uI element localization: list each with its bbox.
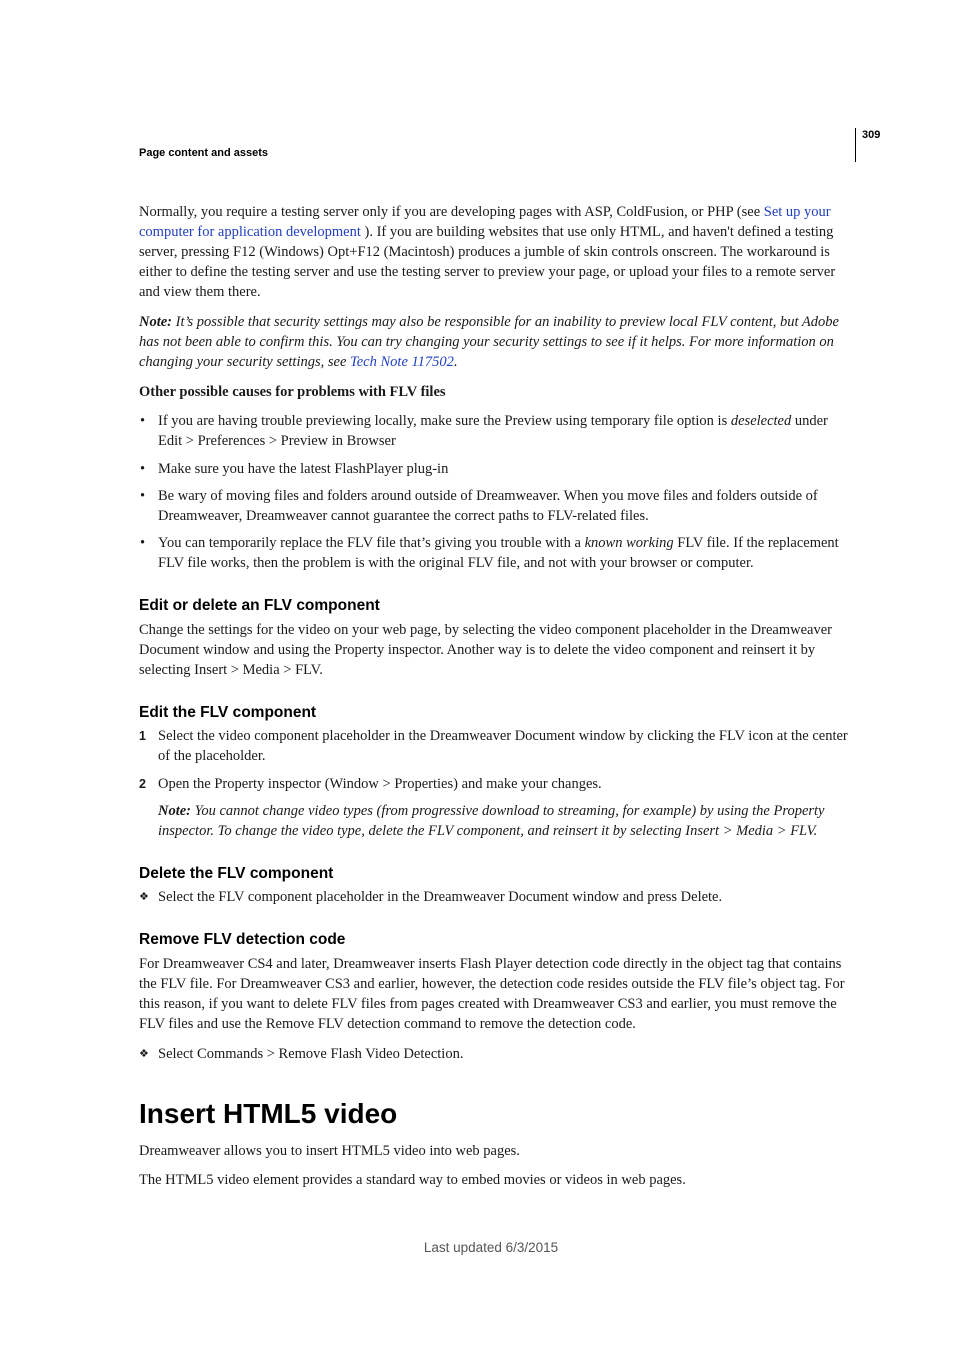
- bullet-marker: •: [140, 413, 146, 429]
- delete-flv-step: [139, 887, 851, 907]
- step-number: 2: [139, 777, 146, 791]
- step-number: 1: [139, 729, 146, 743]
- item-text: Be wary of moving files and folders around outside of Dreamweaver. When you move files and folders outside of Dreamweaver, Dreamweaver cannot guarantee the correct paths to FLV-related files.: [158, 488, 818, 524]
- causes-heading: Other possible causes for problems with FLV files: [139, 384, 446, 400]
- item-emphasis: deselected: [730, 413, 792, 429]
- note-label: Note:: [139, 314, 173, 330]
- note-label: Note:: [158, 803, 192, 819]
- list-item: [139, 486, 851, 526]
- remove-detection-body: For Dreamweaver CS4 and later, Dreamweaver inserts Flash Player detection code directly in the object tag that contains the FLV file. For Dreamweaver CS3 and earlier, however, the detection code resides outside the FLV file’s object tag. For this reason, if you want to delete FLV files from pages created with Dreamweaver CS3 and earlier, you must remove the FLV files and use the Remove FLV detection command to remove the detection code.: [139, 956, 845, 1032]
- edit-delete-body: Change the settings for the video on your web page, by selecting the video component placeholder in the Dreamweaver Document window and using the Property inspector. Another way is to delete the video component and reinsert it by selecting Insert > Media > FLV.: [139, 622, 832, 678]
- diamond-bullet-icon: ❖: [139, 1047, 149, 1060]
- security-note: [139, 312, 851, 372]
- step-text: Select the video component placeholder in the Dreamweaver Document window by clicking the FLV icon at the center of the placeholder.: [158, 728, 848, 764]
- intro-paragraph: [139, 202, 851, 302]
- header-rule: [855, 128, 856, 162]
- note-text: You cannot change video types (from progressive download to streaming, for example) by using the Property inspector. To change the video type, delete the FLV component, and reinsert it by selecting Insert > Media > FLV.: [158, 803, 825, 839]
- edit-delete-heading: Edit or delete an FLV component: [139, 597, 380, 614]
- item-emphasis: known working: [584, 535, 674, 551]
- remove-detection-step: [139, 1044, 851, 1064]
- setup-computer-link[interactable]: Set up your computer for application development: [139, 204, 831, 240]
- remove-detection-heading: Remove FLV detection code: [139, 931, 346, 948]
- edit-flv-heading: Edit the FLV component: [139, 704, 317, 721]
- note-text-b: .: [453, 354, 458, 370]
- item-text: You can temporarily replace the FLV file that’s giving you trouble with a: [158, 535, 585, 551]
- property-note: [139, 801, 851, 841]
- tech-note-link[interactable]: Tech Note 117502: [350, 354, 454, 370]
- list-item: [139, 533, 851, 573]
- bullet-marker: •: [140, 461, 146, 477]
- list-item: [139, 411, 851, 451]
- causes-list: [139, 411, 851, 573]
- html5-paragraph-1: Dreamweaver allows you to insert HTML5 video into web pages.: [139, 1143, 520, 1159]
- page-number: 309: [862, 129, 881, 141]
- item-text: If you are having trouble previewing locally, make sure the Preview using temporary file option is: [158, 413, 731, 429]
- note-text-a: It’s possible that security settings may also be responsible for an inability to preview local FLV content, but Adobe has not been able to confirm this. You can try changing your security settings to see if it helps. For more information on changing your security settings, see: [139, 314, 839, 370]
- html5-paragraph-2: The HTML5 video element provides a standard way to embed movies or videos in web pages.: [139, 1172, 686, 1188]
- bullet-marker: •: [140, 488, 146, 504]
- html5-heading: Insert HTML5 video: [139, 1098, 398, 1129]
- step-item: [139, 726, 851, 766]
- item-text: Make sure you have the latest FlashPlayer plug-in: [158, 461, 449, 477]
- item-text: under Edit > Preferences > Preview in Browser: [158, 413, 828, 449]
- diamond-bullet-icon: ❖: [139, 890, 149, 903]
- intro-text-a: Normally, you require a testing server only if you are developing pages with ASP, ColdFusion, or PHP (see: [139, 204, 764, 220]
- item-text: FLV file. If the replacement FLV file works, then the problem is with the original FLV file, and not with your browser or computer.: [158, 535, 839, 571]
- step-text: Open the Property inspector (Window > Properties) and make your changes.: [158, 776, 602, 792]
- step-item: [139, 774, 851, 794]
- running-head: Page content and assets: [139, 147, 268, 159]
- step-text: Select the FLV component placeholder in the Dreamweaver Document window and press Delete.: [158, 889, 723, 905]
- page-content: [139, 202, 851, 1190]
- edit-flv-steps: [139, 726, 851, 794]
- footer-last-updated: Last updated 6/3/2015: [423, 1240, 559, 1255]
- step-text: Select Commands > Remove Flash Video Detection.: [158, 1046, 464, 1062]
- intro-text-b: ). If you are building websites that use only HTML, and haven't defined a testing server, pressing F12 (Windows) Opt+F12 (Macintosh) produces a jumble of skin controls onscreen. The workaround is either to define the testing server and use the testing server to preview your page, or upload your files to a remote server and view them there.: [139, 224, 836, 300]
- list-item: [139, 459, 851, 479]
- delete-flv-heading: Delete the FLV component: [139, 865, 334, 882]
- bullet-marker: •: [140, 535, 146, 551]
